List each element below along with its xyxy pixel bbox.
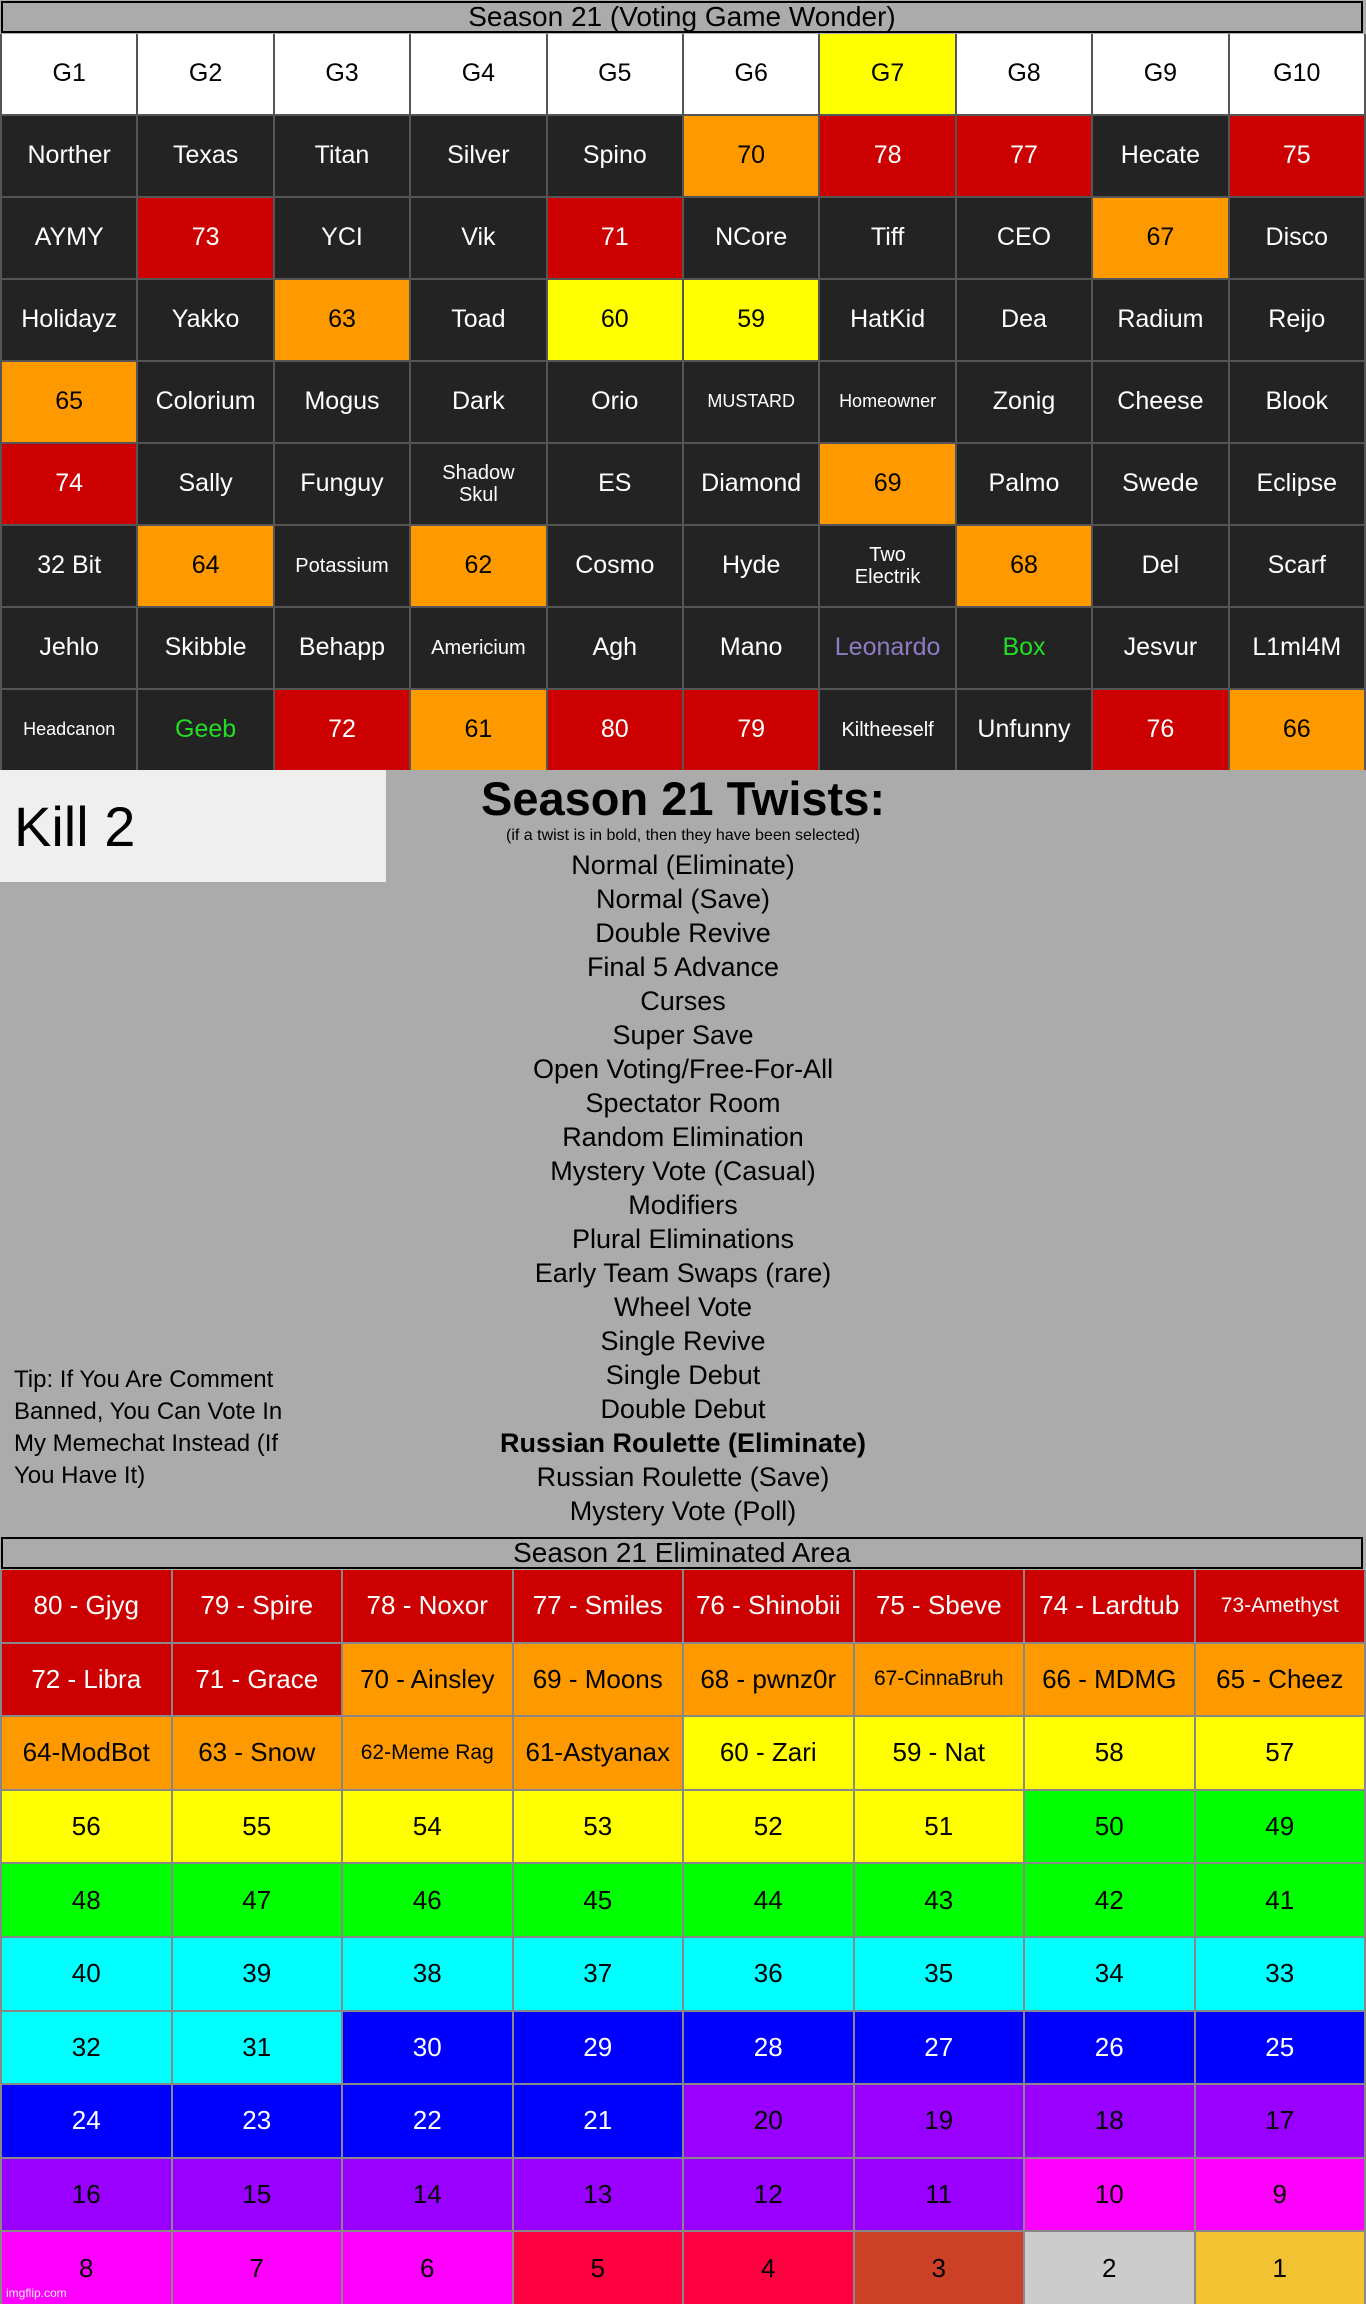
eliminated-cell: 12 <box>684 2159 853 2231</box>
contestant-cell: 64 <box>138 526 272 606</box>
watermark: imgflip.com <box>6 2286 67 2300</box>
eliminated-cell: 29 <box>514 2012 683 2084</box>
kill-label: Kill 2 <box>0 770 386 882</box>
eliminated-cell: 10 <box>1025 2159 1194 2231</box>
eliminated-cell: 70 - Ainsley <box>343 1644 512 1716</box>
twist-item: Single Revive <box>600 1326 766 1356</box>
eliminated-cell: 35 <box>855 1938 1024 2010</box>
group-header: G2 <box>138 34 272 114</box>
eliminated-cell: 32 <box>2 2012 171 2084</box>
contestant-cell: Disco <box>1230 198 1364 278</box>
eliminated-cell: 22 <box>343 2085 512 2157</box>
eliminated-cell: 66 - MDMG <box>1025 1644 1194 1716</box>
eliminated-cell: 28 <box>684 2012 853 2084</box>
contestant-cell: Sally <box>138 444 272 524</box>
contestant-cell: Kiltheeself <box>820 690 954 770</box>
eliminated-cell: 57 <box>1196 1717 1365 1789</box>
contestant-cell: Two Electrik <box>820 526 954 606</box>
contestant-cell: Reijo <box>1230 280 1364 360</box>
eliminated-cell: 51 <box>855 1791 1024 1863</box>
eliminated-cell: 2 <box>1025 2232 1194 2304</box>
eliminated-cell: 71 - Grace <box>173 1644 342 1716</box>
contestant-cell: Jesvur <box>1093 608 1227 688</box>
eliminated-cell: 37 <box>514 1938 683 2010</box>
contestant-cell: Dark <box>411 362 545 442</box>
group-header: G3 <box>275 34 409 114</box>
contestant-cell: Leonardo <box>820 608 954 688</box>
group-header: G6 <box>684 34 818 114</box>
eliminated-cell: 4 <box>684 2232 853 2304</box>
twist-item: Russian Roulette (Eliminate) <box>499 1428 867 1458</box>
group-header: G7 <box>820 34 954 114</box>
contestant-cell: Funguy <box>275 444 409 524</box>
contestant-cell: YCI <box>275 198 409 278</box>
contestant-cell: Blook <box>1230 362 1364 442</box>
contestant-cell: 72 <box>275 690 409 770</box>
eliminated-cell: 49 <box>1196 1791 1365 1863</box>
contestant-cell: 65 <box>2 362 136 442</box>
contestant-cell: AYMY <box>2 198 136 278</box>
contestant-cell: 74 <box>2 444 136 524</box>
twist-item: Spectator Room <box>585 1088 781 1118</box>
contestant-cell: 79 <box>684 690 818 770</box>
eliminated-cell: 77 - Smiles <box>514 1570 683 1642</box>
twist-item: Modifiers <box>628 1190 738 1220</box>
eliminated-cell: 17 <box>1196 2085 1365 2157</box>
contestant-cell: Hyde <box>684 526 818 606</box>
contestant-cell: 76 <box>1093 690 1227 770</box>
contestant-cell: Orio <box>548 362 682 442</box>
contestant-cell: Spino <box>548 116 682 196</box>
contestant-cell: Cosmo <box>548 526 682 606</box>
eliminated-cell: 8 <box>2 2232 171 2304</box>
eliminated-cell: 9 <box>1196 2159 1365 2231</box>
contestant-cell: 60 <box>548 280 682 360</box>
contestant-cell: Skibble <box>138 608 272 688</box>
contestant-cell: 59 <box>684 280 818 360</box>
eliminated-cell: 72 - Libra <box>2 1644 171 1716</box>
group-header: G1 <box>2 34 136 114</box>
contestant-cell: 62 <box>411 526 545 606</box>
contestant-cell: Zonig <box>957 362 1091 442</box>
contestant-cell: 32 Bit <box>2 526 136 606</box>
eliminated-cell: 14 <box>343 2159 512 2231</box>
eliminated-cell: 3 <box>855 2232 1024 2304</box>
twist-item: Wheel Vote <box>613 1292 753 1322</box>
contestant-cell: Holidayz <box>2 280 136 360</box>
contestant-cell: 70 <box>684 116 818 196</box>
eliminated-cell: 45 <box>514 1864 683 1936</box>
contestant-cell: Texas <box>138 116 272 196</box>
contestant-cell: Del <box>1093 526 1227 606</box>
eliminated-cell: 13 <box>514 2159 683 2231</box>
eliminated-cell: 18 <box>1025 2085 1194 2157</box>
contestant-cell: Dea <box>957 280 1091 360</box>
eliminated-cell: 78 - Noxor <box>343 1570 512 1642</box>
group-header: G5 <box>548 34 682 114</box>
tip-text: Tip: If You Are Comment Banned, You Can Vote In My Memechat Instead (If You Have It) <box>14 1366 283 1489</box>
contestant-cell: Potassium <box>275 526 409 606</box>
group-header: G8 <box>957 34 1091 114</box>
eliminated-cell: 7 <box>173 2232 342 2304</box>
eliminated-cell: 15 <box>173 2159 342 2231</box>
contestant-cell: Palmo <box>957 444 1091 524</box>
contestant-cell: HatKid <box>820 280 954 360</box>
eliminated-cell: 42 <box>1025 1864 1194 1936</box>
contestant-cell: Radium <box>1093 280 1227 360</box>
twist-item: Normal (Eliminate) <box>571 850 795 880</box>
contestant-cell: Norther <box>2 116 136 196</box>
contestant-cell: 68 <box>957 526 1091 606</box>
eliminated-cell: 79 - Spire <box>173 1570 342 1642</box>
contestant-cell: MUSTARD <box>684 362 818 442</box>
eliminated-cell: 25 <box>1196 2012 1365 2084</box>
contestant-cell: 66 <box>1230 690 1364 770</box>
season-title: Season 21 (Voting Game Wonder) <box>1 1 1363 33</box>
contestant-cell: 78 <box>820 116 954 196</box>
eliminated-cell: 61-Astyanax <box>514 1717 683 1789</box>
contestant-cell: Yakko <box>138 280 272 360</box>
contestant-cell: Vik <box>411 198 545 278</box>
eliminated-cell: 65 - Cheez <box>1196 1644 1365 1716</box>
contestant-cell: 80 <box>548 690 682 770</box>
eliminated-cell: 16 <box>2 2159 171 2231</box>
eliminated-cell: 74 - Lardtub <box>1025 1570 1194 1642</box>
contestant-cell: Diamond <box>684 444 818 524</box>
eliminated-cell: 47 <box>173 1864 342 1936</box>
twist-item: Super Save <box>612 1020 754 1050</box>
twist-item: Single Debut <box>605 1360 761 1390</box>
eliminated-cell: 46 <box>343 1864 512 1936</box>
eliminated-cell: 26 <box>1025 2012 1194 2084</box>
contestant-cell: 71 <box>548 198 682 278</box>
eliminated-cell: 41 <box>1196 1864 1365 1936</box>
eliminated-cell: 43 <box>855 1864 1024 1936</box>
eliminated-cell: 5 <box>514 2232 683 2304</box>
eliminated-cell: 53 <box>514 1791 683 1863</box>
group-header: G10 <box>1230 34 1364 114</box>
eliminated-cell: 59 - Nat <box>855 1717 1024 1789</box>
contestant-cell: Scarf <box>1230 526 1364 606</box>
contestant-cell: 61 <box>411 690 545 770</box>
twists-list <box>386 848 980 1528</box>
contestant-cell: Toad <box>411 280 545 360</box>
eliminated-cell: 64-ModBot <box>2 1717 171 1789</box>
eliminated-cell: 36 <box>684 1938 853 2010</box>
twist-item: Early Team Swaps (rare) <box>534 1258 832 1288</box>
contestant-cell: ES <box>548 444 682 524</box>
contestant-cell: Shadow Skul <box>411 444 545 524</box>
eliminated-cell: 75 - Sbeve <box>855 1570 1024 1642</box>
contestant-cell: Colorium <box>138 362 272 442</box>
twist-item: Normal (Save) <box>595 884 771 914</box>
eliminated-cell: 80 - Gjyg <box>2 1570 171 1642</box>
eliminated-cell: 6 <box>343 2232 512 2304</box>
eliminated-area-title: Season 21 Eliminated Area <box>1 1537 1363 1569</box>
twists-title: Season 21 Twists: <box>481 772 885 825</box>
twist-item: Plural Eliminations <box>571 1224 795 1254</box>
contestant-cell: 77 <box>957 116 1091 196</box>
twist-item: Double Revive <box>595 918 771 948</box>
contestant-cell: 67 <box>1093 198 1227 278</box>
eliminated-cell: 68 - pwnz0r <box>684 1644 853 1716</box>
eliminated-cell: 58 <box>1025 1717 1194 1789</box>
eliminated-cell: 67-CinnaBruh <box>855 1644 1024 1716</box>
twist-item: Random Elimination <box>562 1122 804 1152</box>
eliminated-cell: 55 <box>173 1791 342 1863</box>
eliminated-cell: 69 - Moons <box>514 1644 683 1716</box>
eliminated-cell: 56 <box>2 1791 171 1863</box>
contestant-cell: Homeowner <box>820 362 954 442</box>
twists-panel <box>386 772 980 1528</box>
eliminated-cell: 48 <box>2 1864 171 1936</box>
eliminated-cell: 31 <box>173 2012 342 2084</box>
eliminated-cell: 62-Meme Rag <box>343 1717 512 1789</box>
game-grid <box>0 34 1366 770</box>
eliminated-cell: 73-Amethyst <box>1196 1570 1365 1642</box>
contestant-cell: Americium <box>411 608 545 688</box>
eliminated-cell: 27 <box>855 2012 1024 2084</box>
twist-item: Final 5 Advance <box>586 952 780 982</box>
contestant-cell: Swede <box>1093 444 1227 524</box>
contestant-cell: L1ml4M <box>1230 608 1364 688</box>
eliminated-cell: 76 - Shinobii <box>684 1570 853 1642</box>
twist-item: Open Voting/Free-For-All <box>532 1054 834 1084</box>
eliminated-cell: 24 <box>2 2085 171 2157</box>
contestant-cell: Hecate <box>1093 116 1227 196</box>
contestant-cell: CEO <box>957 198 1091 278</box>
contestant-cell: Box <box>957 608 1091 688</box>
contestant-cell: Silver <box>411 116 545 196</box>
contestant-cell: Mogus <box>275 362 409 442</box>
twist-item: Double Debut <box>600 1394 766 1424</box>
eliminated-cell: 34 <box>1025 1938 1194 2010</box>
eliminated-cell: 50 <box>1025 1791 1194 1863</box>
contestant-cell: Eclipse <box>1230 444 1364 524</box>
eliminated-cell: 1 <box>1196 2232 1365 2304</box>
contestant-cell: 73 <box>138 198 272 278</box>
eliminated-grid <box>0 1570 1366 2304</box>
eliminated-cell: 44 <box>684 1864 853 1936</box>
twists-note: (if a twist is in bold, then they have been selected) <box>506 827 860 844</box>
contestant-cell: 69 <box>820 444 954 524</box>
contestant-cell: Titan <box>275 116 409 196</box>
contestant-cell: Geeb <box>138 690 272 770</box>
eliminated-cell: 40 <box>2 1938 171 2010</box>
eliminated-cell: 38 <box>343 1938 512 2010</box>
contestant-cell: Headcanon <box>2 690 136 770</box>
twist-item: Mystery Vote (Casual) <box>550 1156 816 1186</box>
contestant-cell: Behapp <box>275 608 409 688</box>
eliminated-cell: 33 <box>1196 1938 1365 2010</box>
eliminated-cell: 60 - Zari <box>684 1717 853 1789</box>
contestant-cell: Jehlo <box>2 608 136 688</box>
contestant-cell: NCore <box>684 198 818 278</box>
twist-item: Russian Roulette (Save) <box>536 1462 830 1492</box>
group-header: G9 <box>1093 34 1227 114</box>
eliminated-cell: 63 - Snow <box>173 1717 342 1789</box>
eliminated-cell: 39 <box>173 1938 342 2010</box>
group-header: G4 <box>411 34 545 114</box>
eliminated-cell: 19 <box>855 2085 1024 2157</box>
contestant-cell: Agh <box>548 608 682 688</box>
eliminated-cell: 54 <box>343 1791 512 1863</box>
eliminated-cell: 23 <box>173 2085 342 2157</box>
eliminated-cell: 52 <box>684 1791 853 1863</box>
contestant-cell: Tiff <box>820 198 954 278</box>
eliminated-cell: 11 <box>855 2159 1024 2231</box>
contestant-cell: Unfunny <box>957 690 1091 770</box>
contestant-cell: Cheese <box>1093 362 1227 442</box>
eliminated-cell: 20 <box>684 2085 853 2157</box>
eliminated-cell: 30 <box>343 2012 512 2084</box>
contestant-cell: Mano <box>684 608 818 688</box>
eliminated-cell: 21 <box>514 2085 683 2157</box>
contestant-cell: 63 <box>275 280 409 360</box>
twist-item: Curses <box>640 986 726 1016</box>
twist-item: Mystery Vote (Poll) <box>569 1496 797 1526</box>
contestant-cell: 75 <box>1230 116 1364 196</box>
